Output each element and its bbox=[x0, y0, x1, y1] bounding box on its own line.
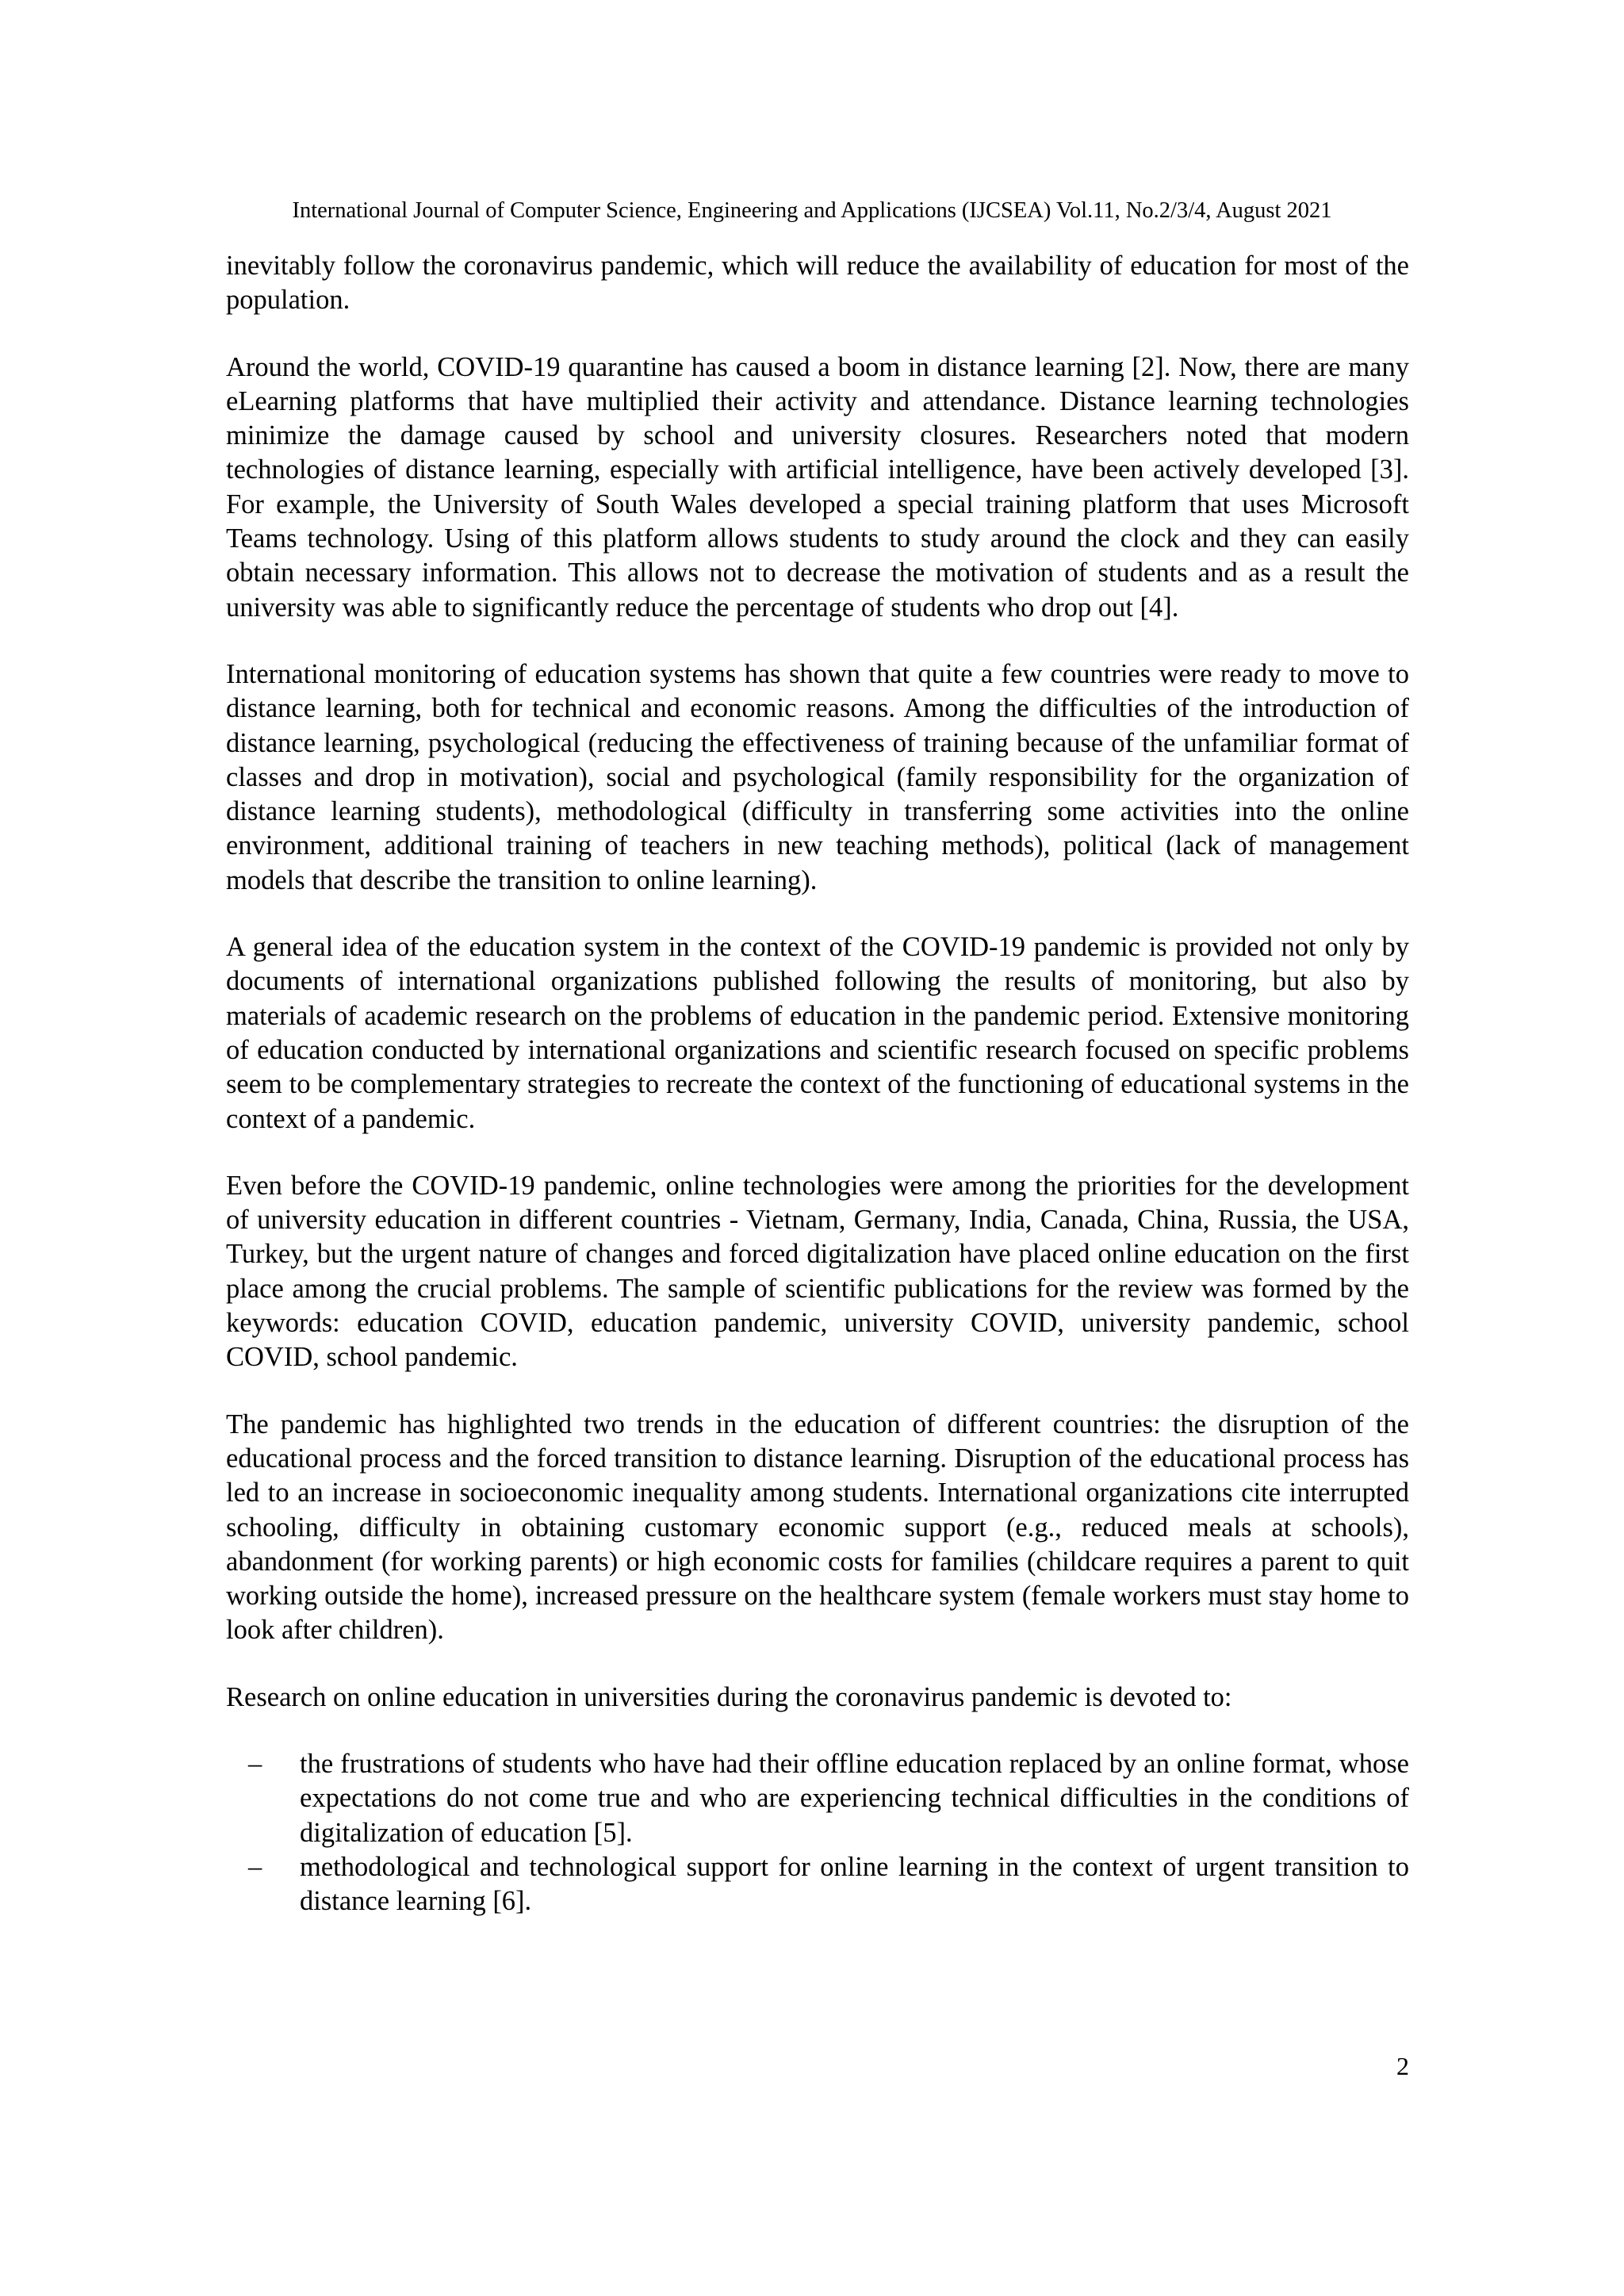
list-dash: – bbox=[248, 1748, 262, 1779]
running-header: International Journal of Computer Science, Engineering and Applications (IJCSEA) Vol.11, No.2/3/4, August 2021 bbox=[292, 198, 1332, 223]
page-number: 2 bbox=[1396, 2052, 1409, 2080]
list-item bbox=[226, 1747, 1409, 1850]
list-dash: – bbox=[248, 1851, 262, 1882]
paragraph-general-idea: A general idea of the education system in the context of the COVID-19 pandemic is provided not only by documents of international organizations published following the results of monitoring, but also by materials of academic research on the problems of education in the pandemic period. Extensive monitoring of education conducted by international organizations and scientific research focused on specific problems seem to be complementary strategies to recreate the context of the functioning of educational systems in the context of a pandemic. bbox=[226, 932, 1409, 1134]
paragraph-research-intro: Research on online education in universities during the coronavirus pandemic is devoted to: bbox=[226, 1681, 1232, 1712]
research-topics-list bbox=[226, 1747, 1409, 1918]
list-item-text: the frustrations of students who have had their offline education replaced by an online format, whose expectations do not come true and who are experiencing technical difficulties in the conditions of digitalization of education [5]. bbox=[300, 1748, 1409, 1848]
paragraph-online-technologies: Even before the COVID-19 pandemic, online technologies were among the priorities for the development of university education in different countries - Vietnam, Germany, India, Canada, China, Russia, the USA, Turkey, but the urgent nature of changes and forced digitalization have placed online education on the first place among the crucial problems. The sample of scientific publications for the review was formed by the keywords: education COVID, education pandemic, university COVID, university pandemic, school COVID, school pandemic. bbox=[226, 1170, 1409, 1373]
article-body bbox=[226, 249, 1409, 1918]
list-item bbox=[226, 1850, 1409, 1919]
paragraph-pandemic-trends: The pandemic has highlighted two trends in the education of different countries: the disruption of the educational process and the forced transition to distance learning. Disruption of the educational process has led to an increase in socioeconomic inequality among students. International organizations cite interrupted schooling, difficulty in obtaining customary economic support (e.g., reduced meals at schools), abandonment (for working parents) or high economic costs for families (childcare requires a parent to quit working outside the home), increased pressure on the healthcare system (female workers must stay home to look after children). bbox=[226, 1409, 1409, 1646]
paragraph-continued: inevitably follow the coronavirus pandemic, which will reduce the availability of education for most of the population. bbox=[226, 251, 1409, 316]
paragraph-distance-learning-boom: Around the world, COVID-19 quarantine has caused a boom in distance learning [2]. Now, there are many eLearning platforms that have multiplied their activity and attendance. Distance learning technologies minimize the damage caused by school and university closures. Researchers noted that modern technologies of distance learning, especially with artificial intelligence, have been actively developed [3]. For example, the University of South Wales developed a special training platform that uses Microsoft Teams technology. Using of this platform allows students to study around the clock and they can easily obtain necessary information. This allows not to decrease the motivation of students and as a result the university was able to significantly reduce the percentage of students who drop out [4]. bbox=[226, 351, 1409, 623]
paragraph-international-monitoring: International monitoring of education systems has shown that quite a few countries were ready to move to distance learning, both for technical and economic reasons. Among the difficulties of the introduction of distance learning, psychological (reducing the effectiveness of training because of the unfamiliar format of classes and drop in motivation), social and psychological (family responsibility for the organization of distance learning students), methodological (difficulty in transferring some activities into the online environment, additional training of teachers in new teaching methods), political (lack of management models that describe the transition to online learning). bbox=[226, 658, 1409, 895]
list-item-text: methodological and technological support for online learning in the context of urgent transition to distance learning [6]. bbox=[300, 1851, 1409, 1917]
